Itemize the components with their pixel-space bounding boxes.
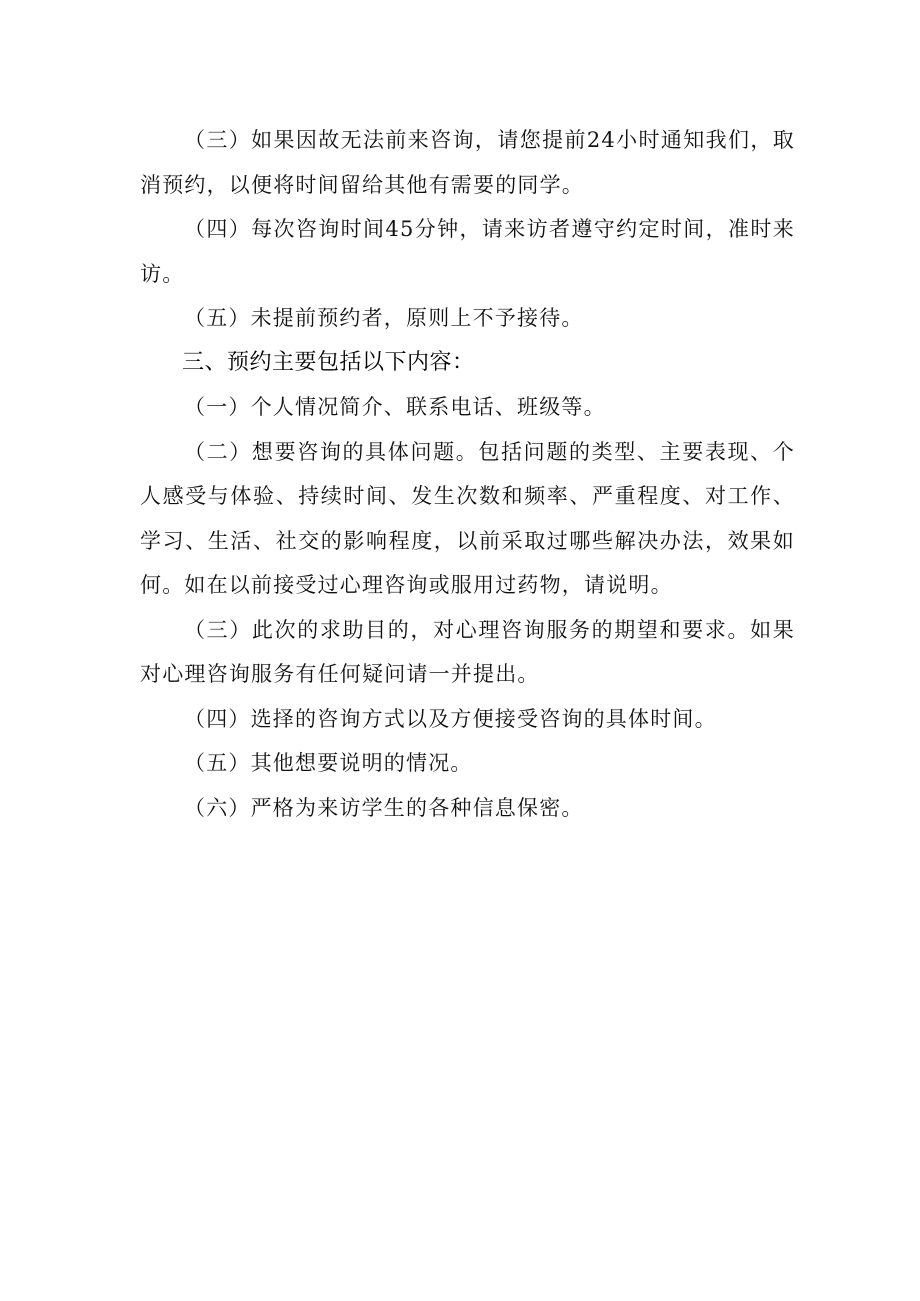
list-item: （二）想要咨询的具体问题。包括问题的类型、主要表现、个人感受与体验、持续时间、发生次数和频率、严重程度、对工作、学习、生活、社交的影响程度，以前采取过哪些解决办法，效果如何。如在以前接受过心理咨询或服用过药物，请说明。 [140,439,795,597]
section-heading: 三、预约主要包括以下内容： [182,349,475,375]
paragraph-no-appointment: （五）未提前预约者，原则上不予接待。 [184,306,584,330]
document-body [140,118,795,830]
list-item: （四）选择的咨询方式以及方便接受咨询的具体时间。 [184,706,717,731]
list-item: （三）此次的求助目的，对心理咨询服务的期望和要求。如果对心理咨询服务有任何疑问请一并提出。 [140,617,795,686]
paragraph-cancel-notice: （三）如果因故无法前来咨询，请您提前24小时通知我们，取消预约，以便将时间留给其他有需要的同学。 [140,128,795,197]
list-item: （六）严格为来访学生的各种信息保密。 [184,795,584,820]
list-item: （一）个人情况简介、联系电话、班级等。 [184,395,606,419]
list-item: （五）其他想要说明的情况。 [184,751,473,775]
paragraph-session-duration: （四）每次咨询时间45分钟，请来访者遵守约定时间，准时来访。 [140,217,795,286]
